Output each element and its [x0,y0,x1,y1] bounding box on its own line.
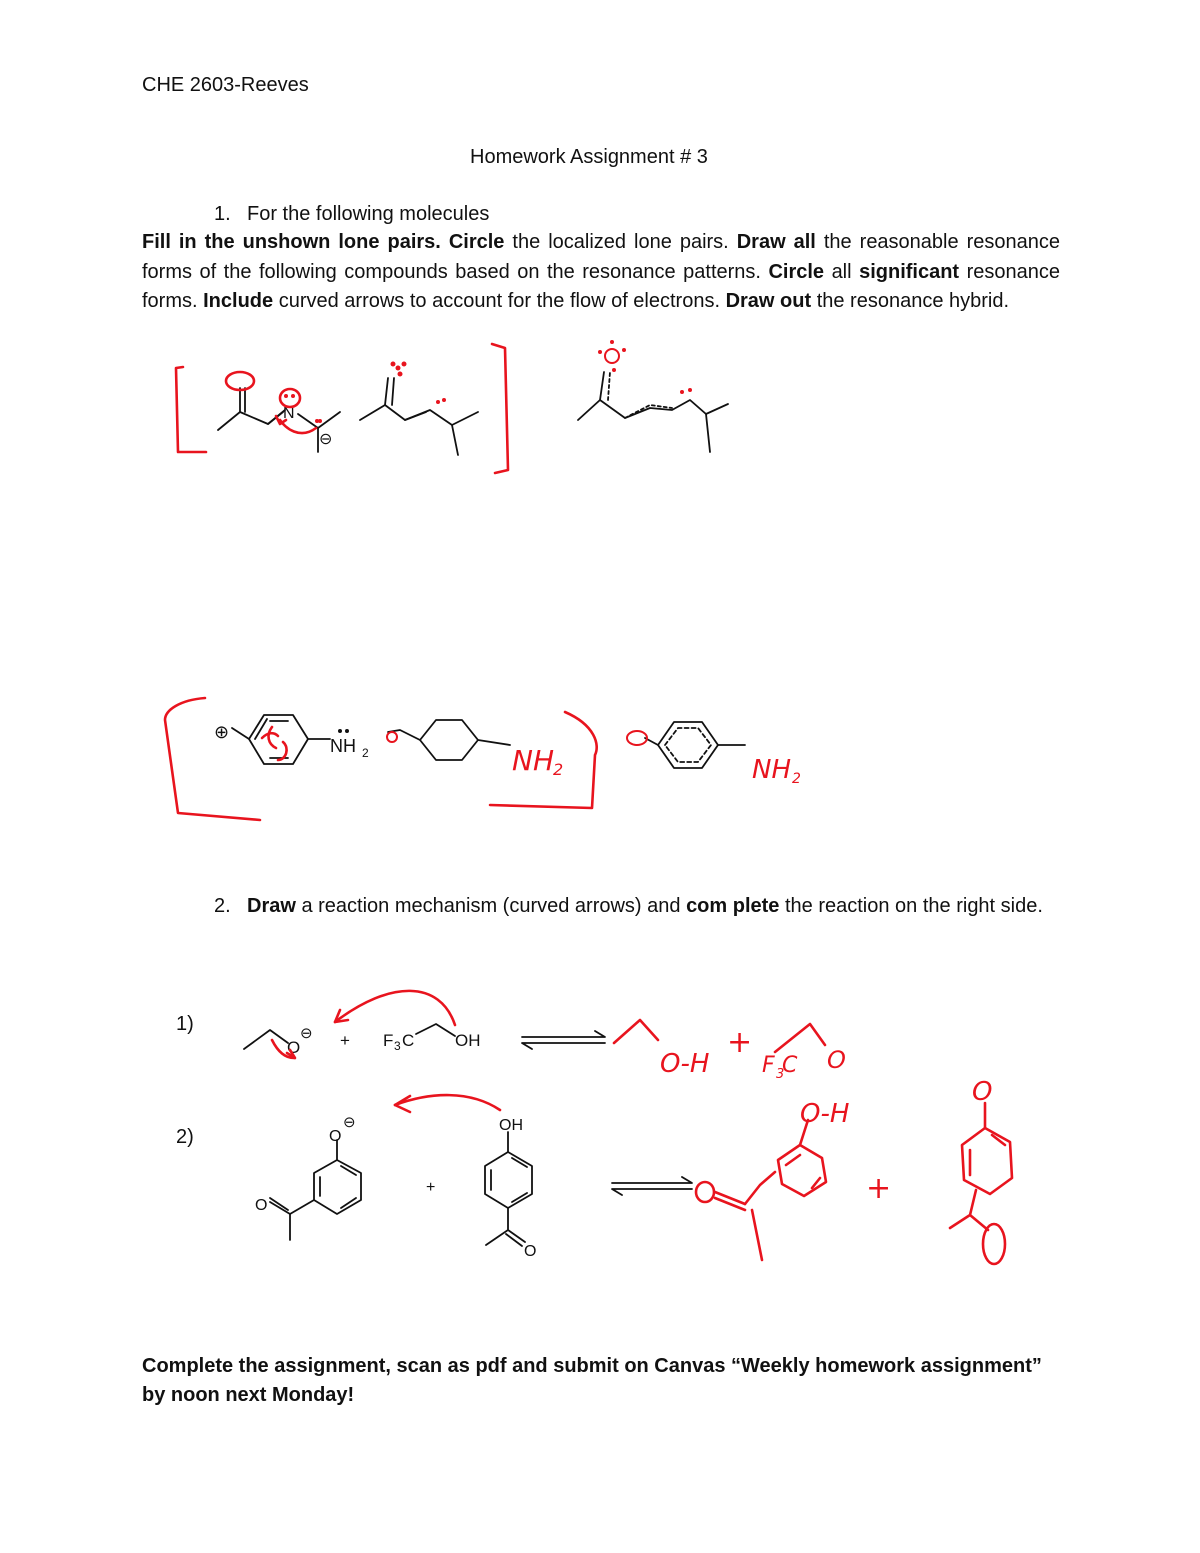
instruction-run: the reasonable resonance forms of the following compounds based on the resonance patterns. [142,231,1061,283]
molecule-b-substituent: NH [330,736,356,756]
instruction-run: Draw [247,895,296,917]
instruction-run: the resonance hybrid. [811,290,1010,312]
handwritten-nh2-b-sub: 2 [792,771,801,787]
molecule-a-charge: ⊖ [319,431,333,448]
q1-number: 1. [214,203,231,225]
instruction-run: significant [859,260,960,283]
molecule-b-structure [214,715,369,764]
instruction-run: Draw all [736,231,816,253]
instruction-run: Fill in the unshown lone pairs. [142,231,441,253]
r1-product-b-sub: 3 [776,1067,785,1082]
footer-line-2: by noon next Monday! [142,1384,355,1406]
r2-product-plus: + [866,1171,892,1206]
instruction-run: Circle [768,260,825,283]
footer-line-1: Complete the assignment, scan as pdf and submit on Canvas “Weekly homework assignment” [142,1355,1042,1377]
handwritten-nh2-b: NH [752,755,791,785]
r1-reactant-a-atom: O [287,1038,301,1057]
instruction-run: the localized lone pairs. [504,231,737,253]
q2-number: 2. [214,895,231,917]
r2-reactant-b-oh: OH [499,1117,523,1134]
r1-product-b-f: F [762,1053,775,1078]
r2-reactant-a-carbonyl: O [255,1197,268,1214]
r2-reactant-b-carbonyl: O [524,1243,537,1260]
r2-reactant-a-atom: O [329,1128,342,1145]
page-title: Homework Assignment # 3 [470,146,708,168]
instruction-run: all [824,260,860,283]
r2-reactant-a-charge: ⊖ [343,1114,356,1131]
r1-reactant-a-charge: ⊖ [300,1025,313,1042]
instruction-run: com plete [686,895,780,917]
r2-product-a: O-H [800,1099,850,1129]
reaction-1-label: 1) [176,1013,194,1035]
molecule-b-subscript: 2 [362,746,369,760]
r1-product-b-c: C [782,1053,798,1078]
r1-reactant-b-oh: OH [455,1031,481,1050]
r1-reactant-b-sub: 3 [394,1039,401,1053]
q1-heading: For the following molecules [247,203,490,225]
reaction-2-label: 2) [176,1126,194,1148]
r1-reactant-b-f: F [383,1031,394,1050]
handwritten-nh2-a: NH [512,744,554,777]
r2-plus: + [426,1179,436,1196]
reaction-1-structures [244,1024,605,1057]
r1-product-a: O-H [660,1049,710,1079]
reaction-2-structures [255,1114,692,1260]
r2-product-b-o: O [972,1077,993,1107]
instruction-run: Include [203,290,274,312]
molecule-a-annotations [176,340,728,473]
r1-product-plus: + [727,1025,753,1060]
instruction-run: a reaction mechanism (curved arrows) and [295,895,687,917]
course-header: CHE 2603-Reeves [142,74,309,96]
instruction-run: Circle [448,231,505,253]
instruction-run: the reaction on the right side. [779,895,1043,917]
r1-reactant-b-c: C [402,1031,415,1050]
molecule-a-nitrogen: N [283,405,295,422]
instruction-run: resonance forms. [142,260,1060,312]
handwritten-nh2-a-sub: 2 [553,760,564,779]
instruction-run: curved arrows to account for the flow of electrons. [273,290,726,312]
instruction-run: Draw out [725,290,812,312]
r1-plus: + [340,1031,350,1050]
reaction-2-annotations [395,1077,1012,1264]
r1-product-b-o: O [827,1046,846,1074]
molecule-b-charge: ⊕ [214,722,230,742]
